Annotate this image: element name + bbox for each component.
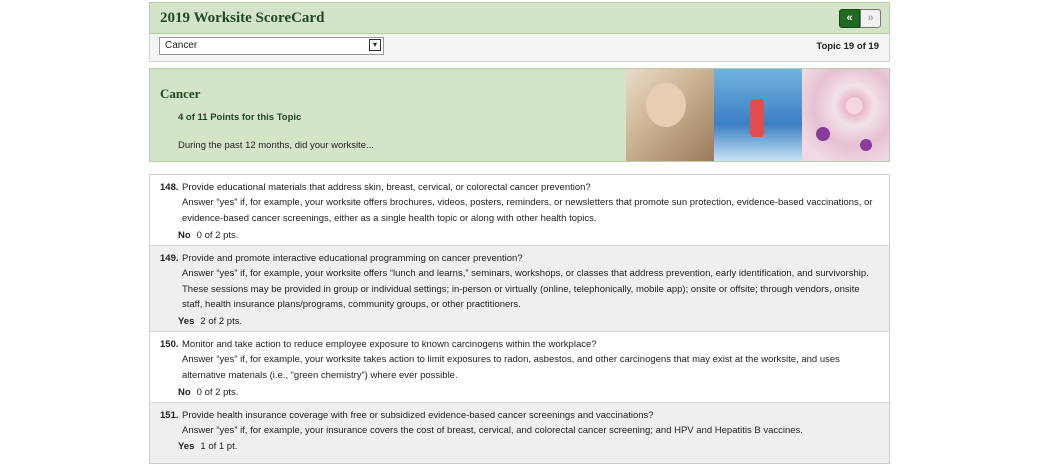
question-text: Provide educational materials that address skin, breast, cervical, or colorectal cancer prevention? bbox=[182, 182, 591, 193]
topic-panel bbox=[149, 68, 890, 162]
answer-value: No bbox=[178, 230, 191, 241]
topic-select-bar bbox=[149, 34, 890, 62]
banner-lab-photo bbox=[714, 69, 802, 161]
question-list bbox=[149, 174, 890, 464]
question-number: 151. bbox=[160, 410, 179, 421]
banner-cells-photo bbox=[802, 69, 889, 161]
question-number: 149. bbox=[160, 253, 179, 264]
scorecard-header bbox=[149, 2, 890, 34]
previous-topic-button[interactable] bbox=[839, 9, 860, 28]
answer-points: 1 of 1 pt. bbox=[200, 441, 238, 452]
question-answer bbox=[178, 387, 238, 398]
next-topic-button[interactable] bbox=[860, 9, 881, 28]
answer-points: 0 of 2 pts. bbox=[196, 387, 239, 398]
question-row bbox=[150, 175, 889, 246]
topic-select-value: Cancer bbox=[165, 40, 198, 51]
answer-points: 0 of 2 pts. bbox=[196, 230, 239, 241]
question-text: Provide and promote interactive educational programming on cancer prevention? bbox=[182, 253, 523, 264]
app-title: 2019 Worksite ScoreCard bbox=[160, 10, 325, 26]
topic-intro: During the past 12 months, did your worksite... bbox=[178, 140, 374, 151]
question-row bbox=[150, 246, 889, 332]
chevron-right-icon: » bbox=[867, 12, 874, 24]
scorecard-container bbox=[149, 2, 890, 452]
topic-counter: Topic 19 of 19 bbox=[816, 41, 879, 52]
question-number: 150. bbox=[160, 339, 179, 350]
topic-nav bbox=[839, 9, 881, 28]
question-row bbox=[150, 332, 889, 403]
question-answer bbox=[178, 441, 237, 452]
topic-points: 4 of 11 Points for this Topic bbox=[178, 112, 302, 123]
question-text: Monitor and take action to reduce employee exposure to known carcinogens within the workplace? bbox=[182, 339, 597, 350]
question-answer bbox=[178, 230, 238, 241]
answer-value: Yes bbox=[178, 441, 195, 452]
question-hint: Answer “yes” if, for example, your insurance covers the cost of breast, cervical, and colorectal cancer screening; and HPV and Hepatitis B vaccines. bbox=[182, 425, 803, 436]
banner-people-photo bbox=[626, 69, 714, 161]
question-number: 148. bbox=[160, 182, 179, 193]
answer-points: 2 of 2 pts. bbox=[200, 316, 243, 327]
question-row bbox=[150, 403, 889, 463]
topic-title: Cancer bbox=[160, 86, 201, 101]
question-hint: Answer “yes” if, for example, your worksite offers brochures, videos, posters, reminders, or newsletters that promote sun protection, evidence-based vaccinations, or evidence-based cancer screenings, either as a single health topic or along with other health topics. bbox=[182, 197, 873, 224]
question-hint: Answer “yes” if, for example, your worksite offers “lunch and learns,” seminars, workshops, or classes that address prevention, early identification, and survivorship. These sessions may be provided in group or individual settings; in-person or virtually (online, telephonically, mobile app); onsite or offsite; through vendors, onsite staff, health insurance plans/programs, community groups, or other practitioners. bbox=[182, 268, 869, 311]
chevron-down-icon[interactable]: ▾ bbox=[369, 39, 381, 51]
topic-banner-image bbox=[626, 69, 889, 161]
question-answer bbox=[178, 316, 242, 327]
question-hint: Answer “yes” if, for example, your worksite takes action to limit exposures to radon, asbestos, and other carcinogens that may exist at the worksite, and uses alternative materials (i.e., “green chemistry”) where ever possible. bbox=[182, 354, 840, 381]
answer-value: No bbox=[178, 387, 191, 398]
answer-value: Yes bbox=[178, 316, 195, 327]
chevron-left-icon: « bbox=[846, 12, 853, 24]
topic-select[interactable] bbox=[159, 37, 384, 55]
question-text: Provide health insurance coverage with free or subsidized evidence-based cancer screenings and vaccinations? bbox=[182, 410, 654, 421]
